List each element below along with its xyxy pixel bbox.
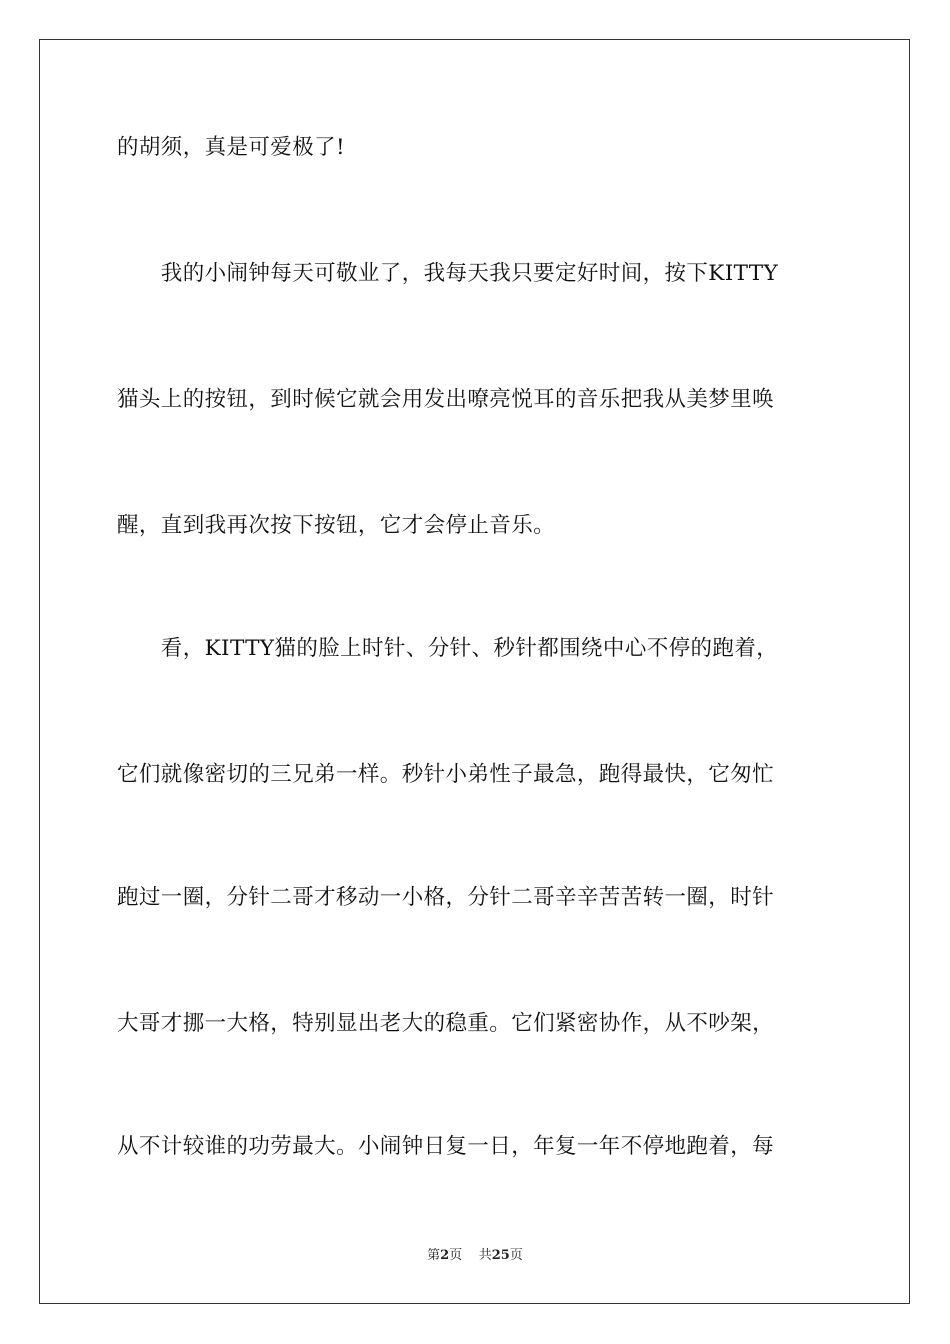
footer-page-unit: 页 [449,1248,463,1263]
text-line-1: 的胡须，真是可爱极了! [117,135,346,160]
footer-total-unit: 页 [509,1248,523,1263]
text-line-3: 猫头上的按钮，到时候它就会用发出嘹亮悦耳的音乐把我从美梦里唤 [117,387,775,412]
text-line-2: 我的小闹钟每天可敬业了，我每天我只要定好时间，按下KITTY [117,261,779,286]
footer-total-prefix: 共 [478,1248,492,1263]
text-line-5: 看，KITTY猫的脸上时针、分针、秒针都围绕中心不停的跑着， [117,636,779,661]
text-line-6: 它们就像密切的三兄弟一样。秒针小弟性子最急，跑得最快，它匆忙 [117,762,775,787]
text-line-8: 大哥才挪一大格，特别显出老大的稳重。它们紧密协作，从不吵架， [117,1011,775,1036]
footer-page-prefix: 第 [427,1248,441,1263]
footer-total-pages: 25 [491,1248,510,1263]
page-footer [0,1247,950,1265]
text-line-7: 跑过一圈，分针二哥才移动一小格，分针二哥辛辛苦苦转一圈，时针 [117,885,775,910]
text-line-9: 从不计较谁的功劳最大。小闹钟日复一日，年复一年不停地跑着，每 [117,1134,775,1159]
footer-current-page: 2 [440,1248,450,1263]
page-border [39,39,910,1304]
text-line-4: 醒，直到我再次按下按钮，它才会停止音乐。 [117,513,556,538]
